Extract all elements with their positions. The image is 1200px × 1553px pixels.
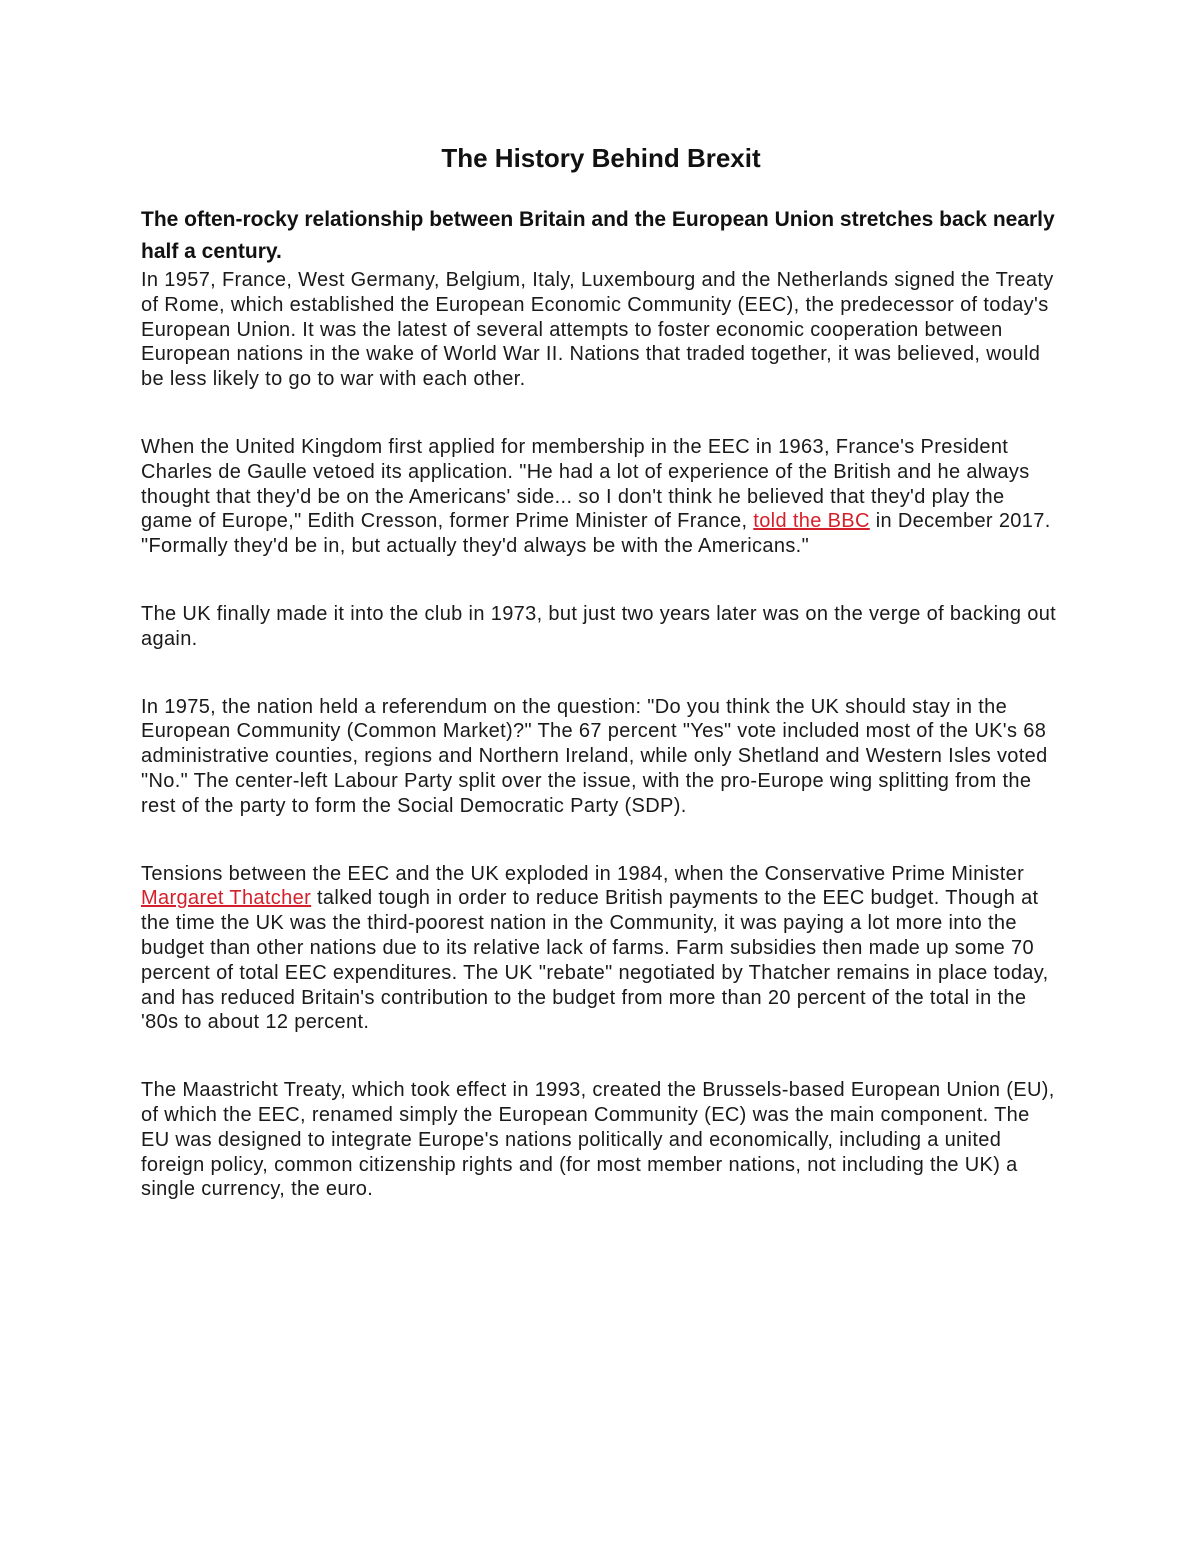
paragraph-text: Tensions between the EEC and the UK exploded in 1984, when the Conservative Prime Minister [141, 862, 1025, 885]
margaret-thatcher-link[interactable]: Margaret Thatcher [141, 887, 312, 910]
document-title: The History Behind Brexit [441, 143, 761, 173]
paragraph-text: in December 2017. "Formally they'd be in, but actually they'd always be with the Americans." [141, 510, 1051, 558]
told-the-bbc-link[interactable]: told the BBC [753, 510, 870, 533]
paragraph-joined-1973: The UK finally made it into the club in 1973, but just two years later was on the verge of backing out again. [141, 602, 1057, 650]
paragraph-thatcher-1984 [141, 862, 1061, 1036]
paragraph-de-gaulle-veto [141, 435, 1061, 559]
paragraph-referendum-1975: In 1975, the nation held a referendum on the question: "Do you think the UK should stay in the European Community (Common Market)?" The 67 percent "Yes" vote included most of the UK's 68 administrative counties, regions and Northern Ireland, while only Shetland and Western Isles voted "No." The center-left Labour Party split over the issue, with the pro-Europe wing splitting from the rest of the party to form the Social Democratic Party (SDP). [141, 695, 1048, 817]
paragraph-treaty-of-rome: In 1957, France, West Germany, Belgium, Italy, Luxembourg and the Netherlands signed the Treaty of Rome, which established the European Economic Community (EEC), the predecessor of today's European Union. It was the latest of several attempts to foster economic cooperation between European nations in the wake of World War II. Nations that traded together, it was believed, would be less likely to go to war with each other. [141, 269, 1054, 391]
document-subtitle: The often-rocky relationship between Britain and the European Union stretches back nearly half a century. [141, 208, 1055, 263]
paragraph-text: talked tough in order to reduce British payments to the EEC budget. Though at the time the UK was the third-poorest nation in the Community, it was paying a lot more into the budget than other nations due to its relative lack of farms. Farm subsidies then made up some 70 percent of total EEC expenditures. The UK "rebate" negotiated by Thatcher remains in place today, and has reduced Britain's contribution to the budget from more than 20 percent of the total in the '80s to about 12 percent. [141, 887, 1049, 1034]
paragraph-text: When the United Kingdom first applied for membership in the EEC in 1963, France's President Charles de Gaulle vetoed its application. "He had a lot of experience of the British and he always thought that they'd be on the Americans' side... so I don't think he believed that they'd play the game of Europe," Edith Cresson, former Prime Minister of France, [141, 435, 1030, 533]
document-body [141, 142, 1061, 1202]
paragraph-maastricht-treaty: The Maastricht Treaty, which took effect in 1993, created the Brussels-based European Union (EU), of which the EEC, renamed simply the European Community (EC) was the main component. The EU was designed to integrate Europe's nations politically and economically, including a united foreign policy, common citizenship rights and (for most member nations, not including the UK) a single currency, the euro. [141, 1079, 1055, 1201]
